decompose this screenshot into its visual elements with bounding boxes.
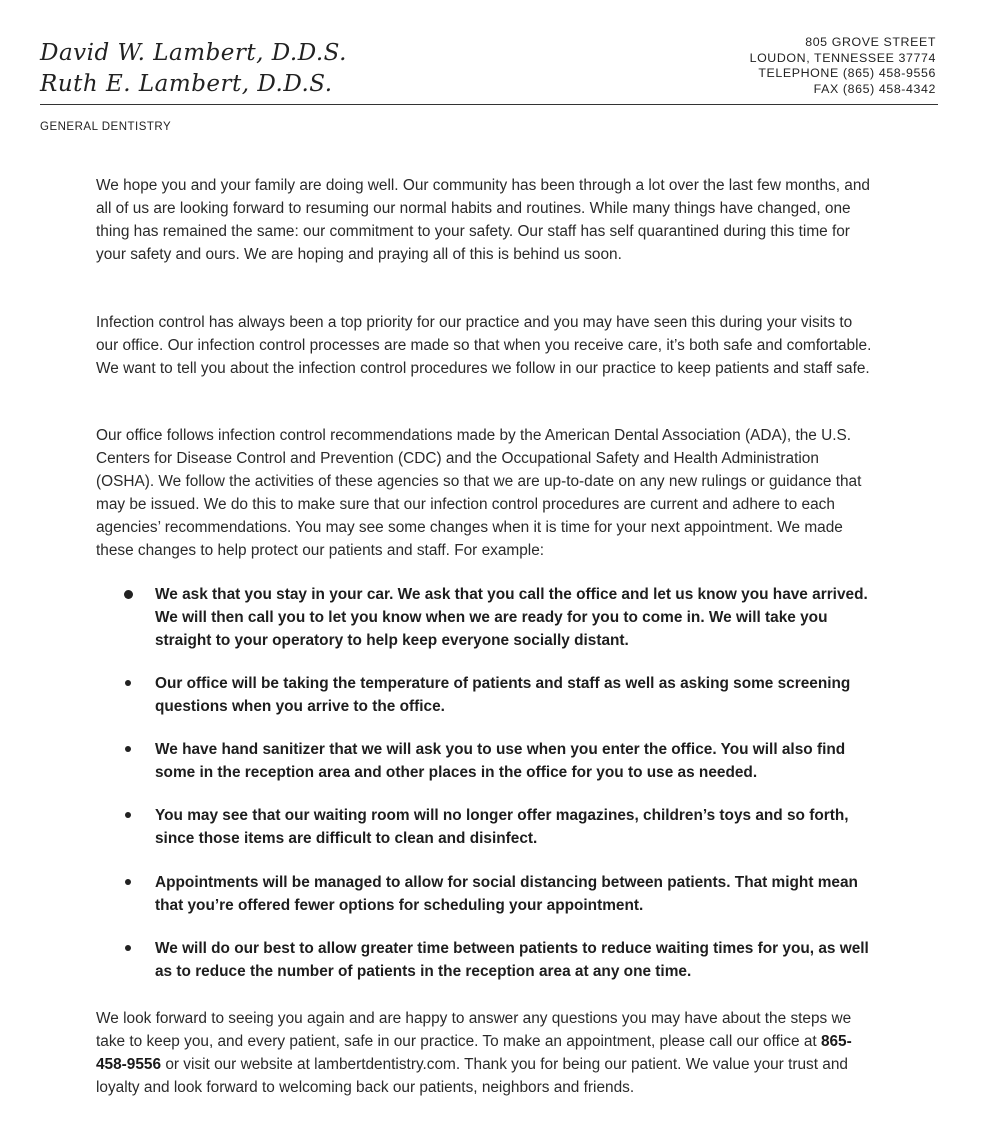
list-item-text: You may see that our waiting room will no longer offer magazines, children’s toys and so forth, since those items are difficult to clean and disinfect.: [155, 807, 849, 847]
bullet-icon: [125, 746, 131, 752]
fax-number: FAX (865) 458-4342: [813, 81, 936, 96]
telephone-number: TELEPHONE (865) 458-9556: [758, 66, 936, 80]
safety-measures-list: [96, 583, 886, 983]
dentist-names: [40, 38, 347, 100]
bullet-icon: [125, 879, 131, 885]
intro-paragraph: We hope you and your family are doing well. Our community has been through a lot over the last few months, and all of us are looking forward to resuming our normal habits and routines. While many things have changed, one thing has remained the same: our commitment to your safety. Our staff has self quarantined during this time for your safety and ours. We are hoping and praying all of this is behind us soon.: [96, 177, 870, 263]
dentist-name-2: Ruth E. Lambert, D.D.S.: [40, 71, 333, 97]
list-item: [96, 937, 886, 983]
bullet-icon: [124, 590, 133, 599]
letterhead: [0, 0, 982, 140]
list-item-text: We have hand sanitizer that we will ask you to use when you enter the office. You will also find some in the reception area and other places in the office for you to use as needed.: [155, 741, 846, 781]
address-city: LOUDON, TENNESSEE 37774: [749, 50, 936, 65]
list-item: [96, 804, 886, 850]
list-item: [96, 583, 886, 652]
list-item: [96, 871, 886, 917]
closing-paragraph: [96, 1007, 876, 1099]
dentist-name-1: David W. Lambert, D.D.S.: [40, 40, 347, 66]
list-item: [96, 672, 886, 718]
practice-specialty: GENERAL DENTISTRY: [40, 121, 172, 133]
list-item: [96, 738, 886, 784]
list-item-text: Appointments will be managed to allow for social distancing between patients. That might mean that you’re offered fewer options for scheduling your appointment.: [155, 874, 858, 914]
office-phone-number: 865-458-9556: [96, 1033, 852, 1073]
closing-text-start: We look forward to seeing you again and are happy to answer any questions you may have about the steps we take to keep you, and every patient, safe in our practice. To make an appointment, please call our office at: [96, 1010, 852, 1050]
bullet-icon: [125, 680, 131, 686]
list-item-text: We will do our best to allow greater time between patients to reduce waiting times for you, as well as to reduce the number of patients in the reception area at any one time.: [155, 940, 869, 980]
bullet-icon: [125, 812, 131, 818]
infection-control-paragraph: Infection control has always been a top priority for our practice and you may have seen this during your visits to our office. Our infection control processes are made so that when you receive care, it’s both safe and comfortable. We want to tell you about the infection control procedures we follow in our practice to keep patients and staff safe.: [96, 314, 872, 377]
header-divider: [40, 104, 938, 105]
recommendations-paragraph: Our office follows infection control recommendations made by the American Dental Association (ADA), the U.S. Centers for Disease Control and Prevention (CDC) and the Occupational Safety and Health Administration (OSHA). We follow the activities of these agencies so that we are up-to-date on any new rulings or guidance that may be issued. We do this to make sure that our infection control procedures are current and adhere to each agencies’ recommendations. You may see some changes when it is time for your next appointment. We made these changes to help protect our patients and staff. For example:: [96, 427, 862, 559]
list-item-text: We ask that you stay in your car. We ask that you call the office and let us know you have arrived. We will then call you to let you know when we are ready for you to come in. We will take you straight to your operatory to help keep everyone socially distant.: [155, 586, 868, 649]
closing-text-end: or visit our website at lambertdentistry.com. Thank you for being our patient. We value your trust and loyalty and look forward to welcoming back our patients, neighbors and friends.: [96, 1056, 848, 1096]
bullet-icon: [125, 945, 131, 951]
address-street: 805 GROVE STREET: [805, 35, 936, 49]
list-item-text: Our office will be taking the temperature of patients and staff as well as asking some screening questions when you arrive to the office.: [155, 675, 851, 715]
practice-address: [750, 35, 936, 97]
